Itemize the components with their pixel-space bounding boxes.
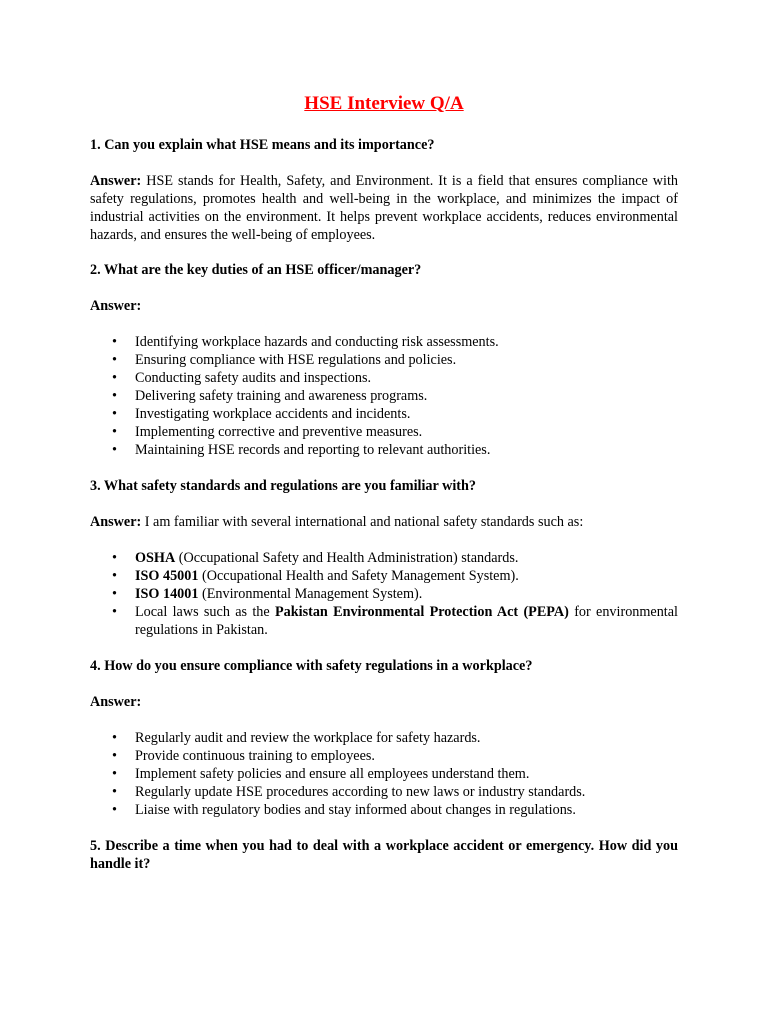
q3-standards-list	[90, 549, 678, 639]
answer-label: Answer:	[90, 298, 142, 314]
list-item: • Local laws such as the Pakistan Environmental Protection Act (PEPA) for environmental regulations in Pakistan.	[112, 604, 678, 638]
document-title: HSE Interview Q/A	[304, 93, 464, 114]
bullet-icon: •	[112, 406, 117, 422]
bullet-icon: •	[112, 604, 117, 620]
list-item: • Maintaining HSE records and reporting to relevant authorities.	[112, 442, 491, 458]
bullet-icon: •	[112, 370, 117, 386]
bullet-icon: •	[112, 766, 117, 782]
list-item: • Investigating workplace accidents and incidents.	[112, 406, 411, 422]
list-item: • Regularly audit and review the workplace for safety hazards.	[112, 730, 481, 746]
answer-3	[90, 513, 678, 531]
bullet-icon: •	[112, 388, 117, 404]
document-page	[90, 92, 678, 873]
answer-label: Answer:	[90, 694, 142, 710]
bullet-icon: •	[112, 424, 117, 440]
list-item: • Ensuring compliance with HSE regulations and policies.	[112, 352, 457, 368]
list-item: • Regularly update HSE procedures according to new laws or industry standards.	[112, 784, 586, 800]
list-item: • Delivering safety training and awareness programs.	[112, 388, 428, 404]
list-item: • OSHA (Occupational Safety and Health Administration) standards.	[112, 550, 519, 566]
list-item: • ISO 14001 (Environmental Management System).	[112, 586, 423, 602]
list-item: • Identifying workplace hazards and conducting risk assessments.	[112, 334, 499, 350]
bullet-icon: •	[112, 802, 117, 818]
question-3: 3. What safety standards and regulations are you familiar with?	[90, 478, 476, 494]
question-5: 5. Describe a time when you had to deal with a workplace accident or emergency. How did you handle it?	[90, 838, 678, 872]
bullet-icon: •	[112, 784, 117, 800]
list-item: • Provide continuous training to employees.	[112, 748, 375, 764]
q4-compliance-list	[90, 729, 678, 819]
list-item: • Implement safety policies and ensure all employees understand them.	[112, 766, 530, 782]
list-item: • Conducting safety audits and inspections.	[112, 370, 372, 386]
answer-label: Answer:	[90, 514, 142, 530]
question-1: 1. Can you explain what HSE means and its importance?	[90, 137, 435, 153]
q2-duties-list	[90, 333, 678, 459]
bullet-icon: •	[112, 730, 117, 746]
bullet-icon: •	[112, 334, 117, 350]
answer-label: Answer:	[90, 173, 142, 189]
bullet-icon: •	[112, 748, 117, 764]
question-2: 2. What are the key duties of an HSE officer/manager?	[90, 262, 422, 278]
answer-3-text: I am familiar with several international and national safety standards such as:	[144, 514, 584, 530]
bullet-icon: •	[112, 586, 117, 602]
bullet-icon: •	[112, 568, 117, 584]
list-item: • Implementing corrective and preventive measures.	[112, 424, 423, 440]
list-item: • Liaise with regulatory bodies and stay informed about changes in regulations.	[112, 802, 576, 818]
question-4: 4. How do you ensure compliance with safety regulations in a workplace?	[90, 658, 533, 674]
bullet-icon: •	[112, 442, 117, 458]
bullet-icon: •	[112, 550, 117, 566]
answer-1-text: HSE stands for Health, Safety, and Environment. It is a field that ensures compliance with safety regulations, promotes health and well-being in the workplace, and minimizes the impact of industrial activities on the environment. It helps prevent workplace accidents, reduces environmental hazards, and ensures the well-being of employees.	[90, 173, 678, 243]
list-item: • ISO 45001 (Occupational Health and Safety Management System).	[112, 568, 519, 584]
bullet-icon: •	[112, 352, 117, 368]
answer-1	[90, 172, 678, 244]
